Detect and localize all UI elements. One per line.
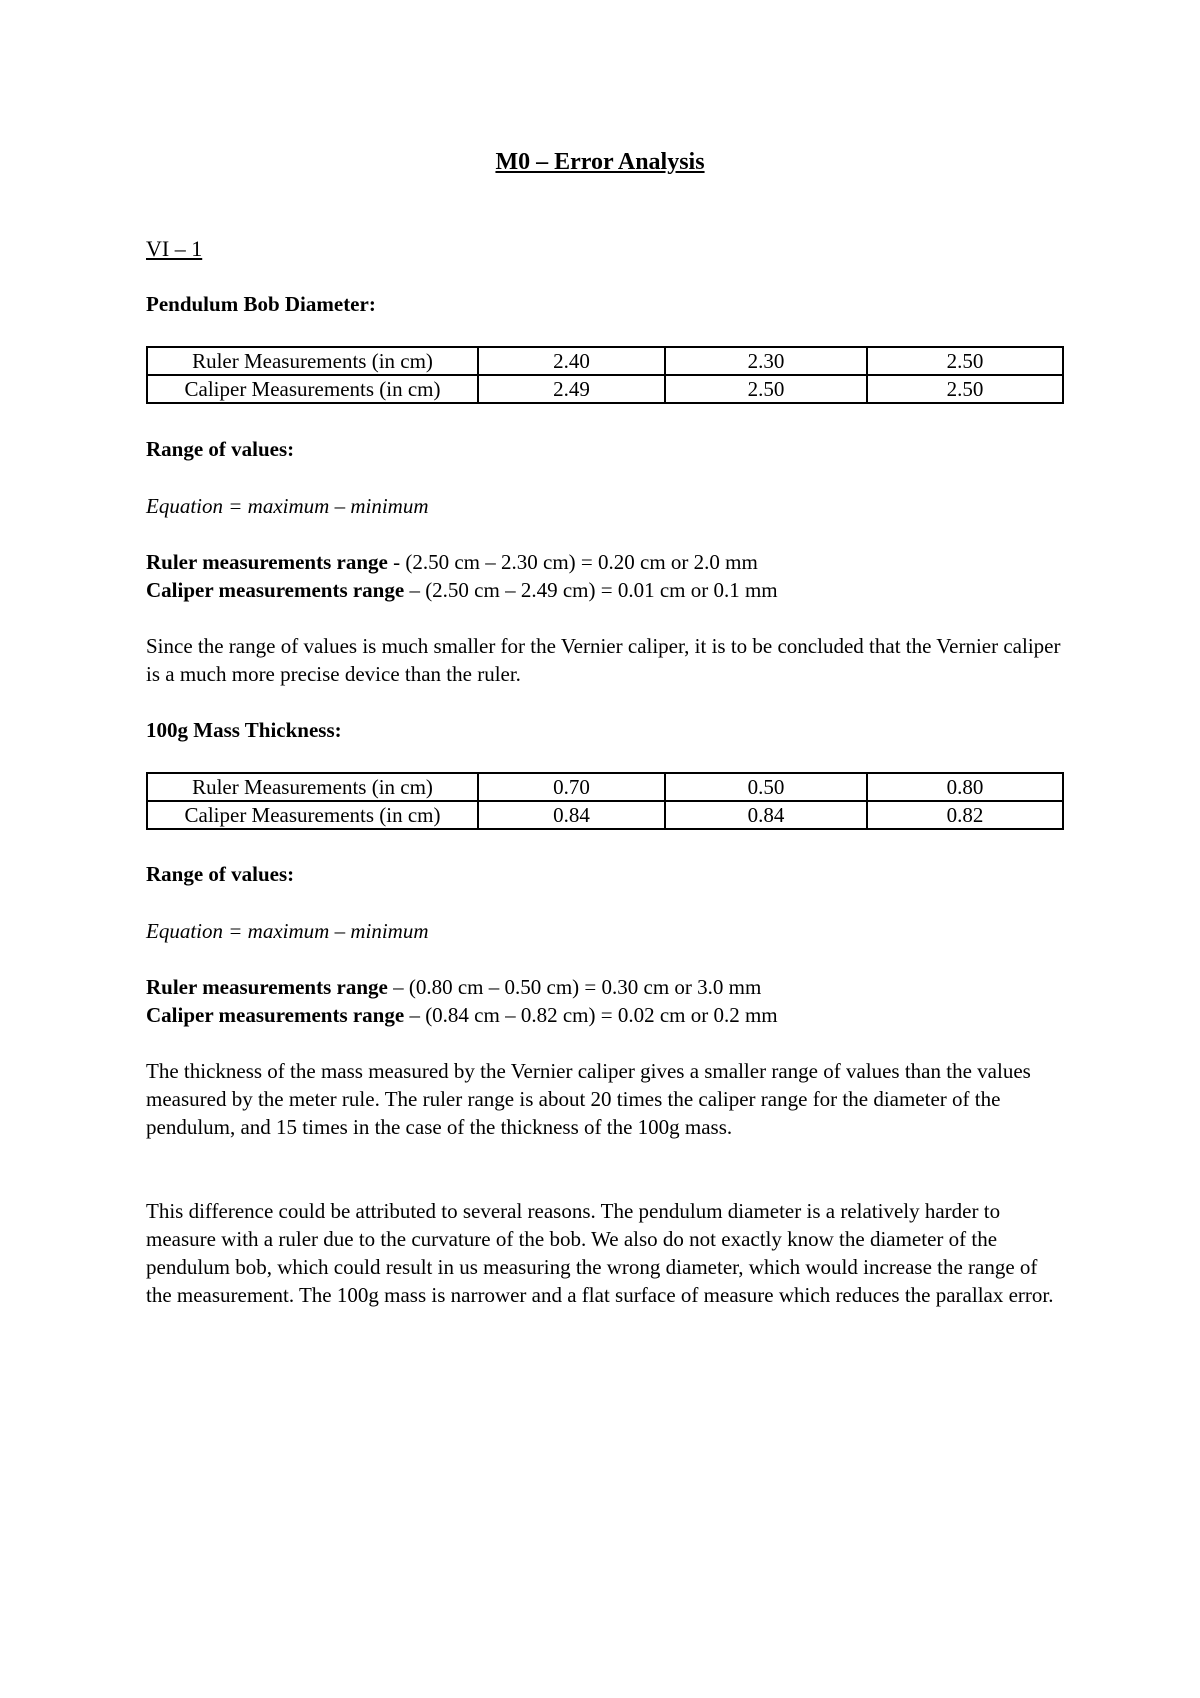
mass-heading: 100g Mass Thickness: — [146, 718, 342, 742]
table-cell: Caliper Measurements (in cm) — [147, 801, 478, 829]
table-cell: 2.50 — [665, 375, 867, 403]
pendulum-conclusion: Since the range of values is much smaller for the Vernier caliper, it is to be concluded that the Vernier caliper is a much more precise device than the ruler. — [146, 634, 1061, 686]
mass-equation: Equation = maximum – minimum — [146, 919, 429, 943]
ruler-range-label: Ruler measurements range — [146, 550, 388, 574]
pendulum-table — [146, 346, 1064, 404]
pendulum-heading: Pendulum Bob Diameter: — [146, 292, 376, 316]
table-cell: Ruler Measurements (in cm) — [147, 347, 478, 375]
mass-paragraph-1: The thickness of the mass measured by the Vernier caliper gives a smaller range of values than the values measured by the meter rule. The ruler range is about 20 times the caliper range for the diameter of the pendulum, and 15 times in the case of the thickness of the 100g mass. — [146, 1059, 1031, 1139]
pendulum-range-heading: Range of values: — [146, 437, 295, 461]
ruler-range-label: Ruler measurements range — [146, 975, 388, 999]
table-row — [147, 347, 1063, 375]
caliper-range-value: – (2.50 cm – 2.49 cm) = 0.01 cm or 0.1 mm — [404, 578, 778, 602]
ruler-range-value: - (2.50 cm – 2.30 cm) = 0.20 cm or 2.0 mm — [387, 550, 758, 574]
table-cell: 2.50 — [867, 347, 1063, 375]
pendulum-equation: Equation = maximum – minimum — [146, 494, 429, 518]
table-cell: 2.49 — [478, 375, 665, 403]
mass-ruler-range — [146, 973, 761, 1001]
pendulum-ruler-range — [146, 548, 758, 576]
table-cell: Ruler Measurements (in cm) — [147, 773, 478, 801]
table-row — [147, 773, 1063, 801]
table-row — [147, 801, 1063, 829]
table-cell: Caliper Measurements (in cm) — [147, 375, 478, 403]
table-cell: 0.50 — [665, 773, 867, 801]
mass-paragraph-2: This difference could be attributed to several reasons. The pendulum diameter is a relatively harder to measure with a ruler due to the curvature of the bob. We also do not exactly know the diameter of the pendulum bob, which could result in us measuring the wrong diameter, which would increase the range of the measurement. The 100g mass is narrower and a flat surface of measure which reduces the parallax error. — [146, 1199, 1054, 1307]
pendulum-caliper-range — [146, 576, 778, 604]
mass-range-heading: Range of values: — [146, 862, 295, 886]
ruler-range-value: – (0.80 cm – 0.50 cm) = 0.30 cm or 3.0 mm — [387, 975, 762, 999]
table-cell: 2.30 — [665, 347, 867, 375]
table-cell: 0.82 — [867, 801, 1063, 829]
caliper-range-label: Caliper measurements range — [146, 578, 405, 602]
table-cell: 0.84 — [665, 801, 867, 829]
table-cell: 0.70 — [478, 773, 665, 801]
mass-caliper-range — [146, 1001, 778, 1029]
caliper-range-label: Caliper measurements range — [146, 1003, 405, 1027]
table-cell: 0.84 — [478, 801, 665, 829]
page-title: M0 – Error Analysis — [495, 149, 705, 175]
table-cell: 2.40 — [478, 347, 665, 375]
mass-table — [146, 772, 1064, 830]
section-heading: VI – 1 — [146, 236, 203, 261]
table-row — [147, 375, 1063, 403]
table-cell: 0.80 — [867, 773, 1063, 801]
caliper-range-value: – (0.84 cm – 0.82 cm) = 0.02 cm or 0.2 mm — [404, 1003, 778, 1027]
table-cell: 2.50 — [867, 375, 1063, 403]
